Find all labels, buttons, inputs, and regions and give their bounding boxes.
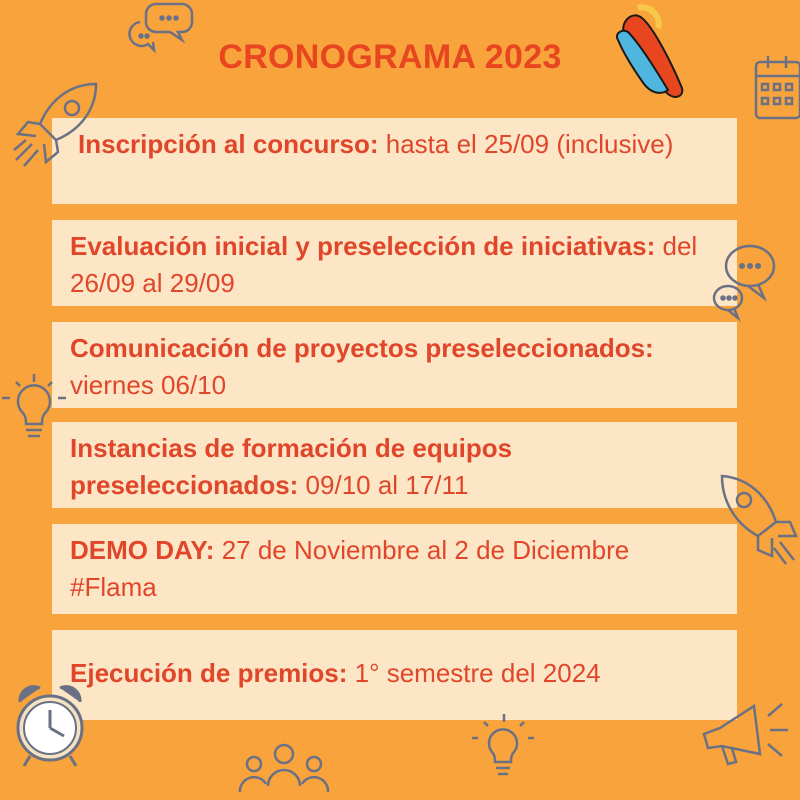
schedule-item (52, 322, 737, 408)
team-icon (236, 740, 332, 800)
lightbulb-icon (472, 712, 536, 782)
item-label: Ejecución de premios: (70, 658, 348, 688)
speech-bubbles-icon (708, 240, 778, 322)
rocket-icon (716, 470, 800, 566)
megaphone-icon (700, 694, 796, 774)
page-title: CRONOGRAMA 2023 (218, 38, 562, 76)
lightbulb-icon (0, 372, 70, 448)
item-label: Comunicación de proyectos preseleccionados: (70, 333, 654, 363)
item-value: del 26/09 al 29/09 (70, 231, 698, 298)
item-label: Inscripción al concurso: (78, 129, 379, 159)
item-value: 09/10 al 17/11 (305, 470, 469, 500)
schedule-item (52, 630, 737, 720)
calendar-icon (752, 52, 800, 124)
item-label: DEMO DAY: (70, 535, 215, 565)
item-label: Evaluación inicial y preselección de iniciativas: (70, 231, 656, 261)
schedule-item (52, 118, 737, 204)
speech-bubbles-icon (126, 0, 196, 58)
item-value: 27 de Noviembre al 2 de Diciembre #Flama (70, 535, 630, 602)
item-value: 1° semestre del 2024 (354, 658, 601, 688)
alarm-clock-icon (12, 682, 88, 772)
schedule-item (52, 220, 737, 306)
flame-logo-icon (610, 4, 690, 100)
rocket-icon (10, 78, 102, 170)
item-value: viernes 06/10 (70, 370, 227, 400)
item-label: Instancias de formación de equipos preseleccionados: (70, 433, 513, 500)
schedule-item (52, 422, 737, 508)
item-value: hasta el 25/09 (inclusive) (385, 129, 674, 159)
schedule-item (52, 524, 737, 614)
